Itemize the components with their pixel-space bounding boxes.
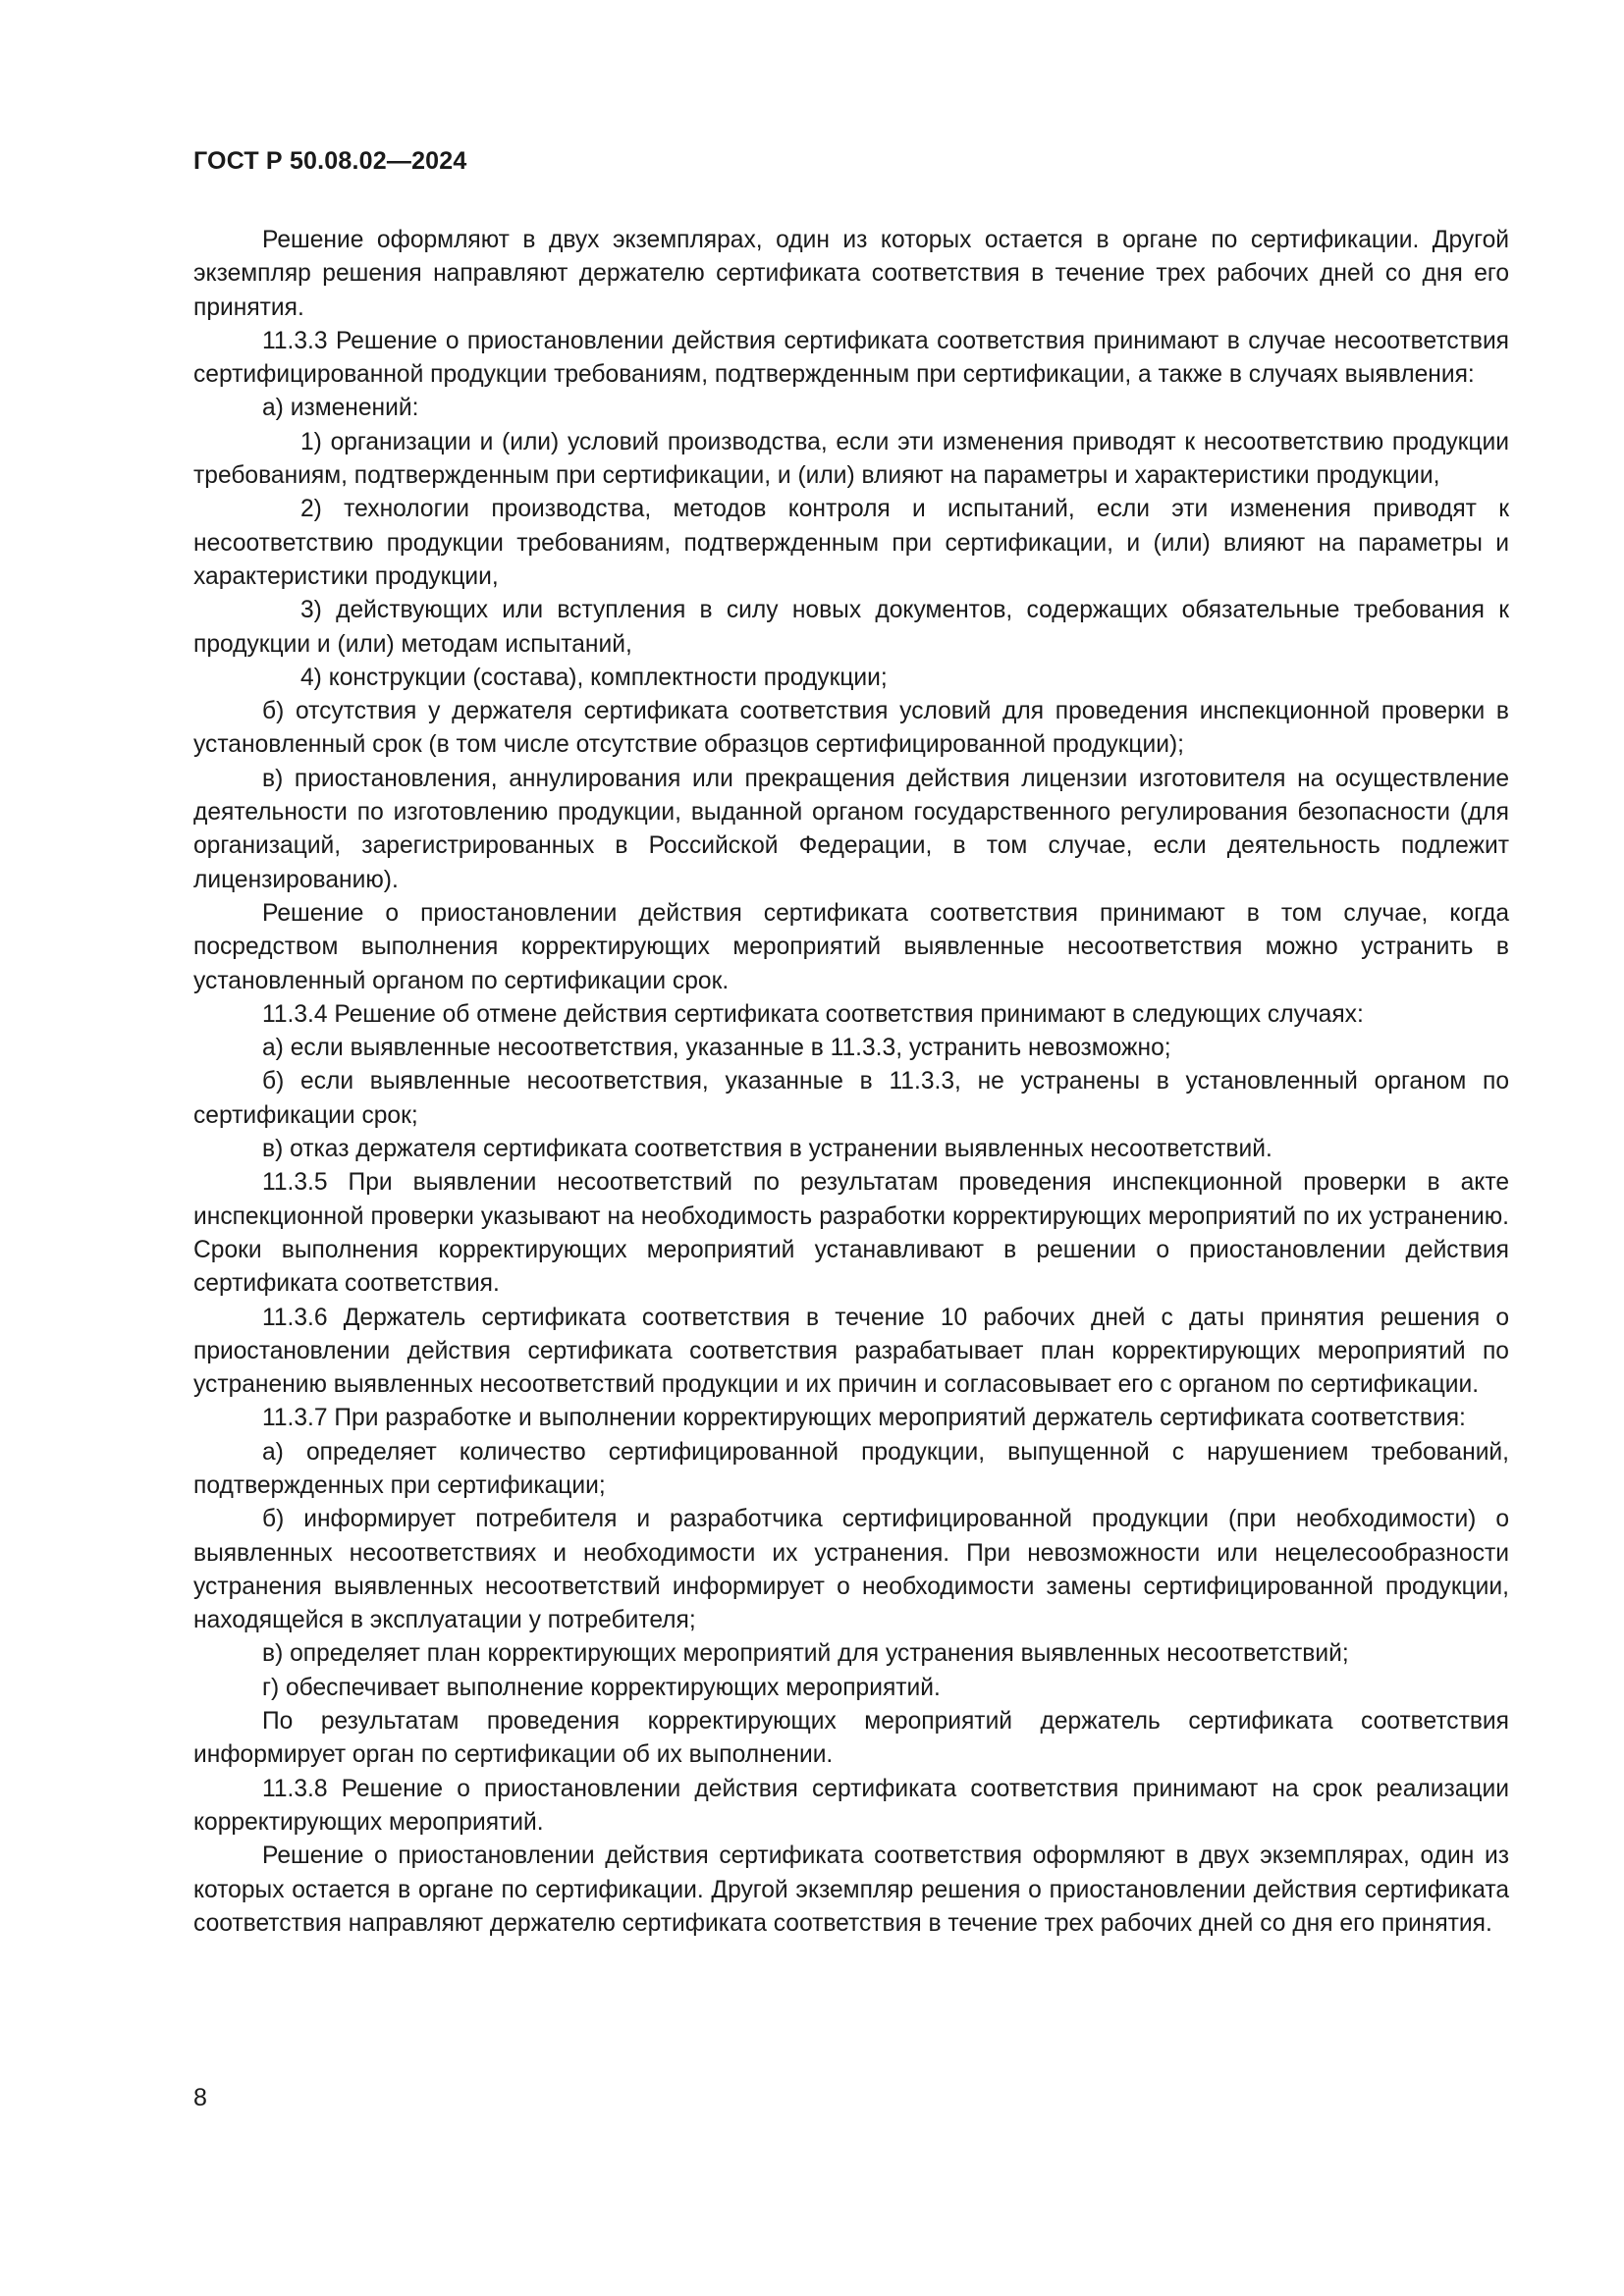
paragraph: Решение оформляют в двух экземплярах, один из которых остается в органе по сертификации. Другой экземпляр решения направляют держателю сертификата соответствия в течение трех рабочих дней со дня его принятия. [193, 227, 1509, 321]
list-item: а) если выявленные несоответствия, указанные в 11.3.3, устранить невозможно; [262, 1035, 1171, 1062]
paragraph: Решение о приостановлении действия сертификата соответствия оформляют в двух экземплярах, один из которых остается в органе по сертификации. Другой экземпляр решения о приостановлении действия сертификата соответствия направляют держателю сертификата соответствия в течение трех рабочих дней со дня его принятия. [193, 1842, 1509, 1937]
document-header: ГОСТ Р 50.08.02—2024 [193, 147, 467, 175]
list-item: в) отказ держателя сертификата соответствия в устранении выявленных несоответствий. [262, 1136, 1272, 1163]
list-item: а) определяет количество сертифицированной продукции, выпущенной с нарушением требований, подтвержденных при сертификации; [193, 1438, 1509, 1499]
paragraph: 11.3.4 Решение об отмене действия сертификата соответствия принимают в следующих случаях: [262, 1000, 1364, 1028]
paragraph: 11.3.6 Держатель сертификата соответствия в течение 10 рабочих дней с даты принятия решения о приостановлении действия сертификата соответствия разрабатывает план корректирующих мероприятий по устранению выявленных несоответствий продукции и их причин и согласовывает его с органом по сертификации. [193, 1304, 1509, 1399]
sub-list-item: 1) организации и (или) условий производства, если эти изменения приводят к несоответствию продукции требованиям, подтвержденным при сертификации, и (или) влияют на параметры и характеристики продукции, [193, 428, 1509, 490]
paragraph: 11.3.8 Решение о приостановлении действия сертификата соответствия принимают на срок реализации корректирующих мероприятий. [193, 1775, 1509, 1836]
sub-list-item: 2) технологии производства, методов контроля и испытаний, если эти изменения приводят к несоответствию продукции требованиям, подтвержденным при сертификации, и (или) влияют на параметры и характеристики продукции, [193, 496, 1509, 590]
paragraph: По результатам проведения корректирующих мероприятий держатель сертификата соответствия информирует орган по сертификации об их выполнении. [193, 1708, 1509, 1769]
page-number: 8 [193, 2084, 207, 2111]
list-item: в) определяет план корректирующих мероприятий для устранения выявленных несоответствий; [262, 1640, 1349, 1668]
list-item: б) если выявленные несоответствия, указанные в 11.3.3, не устранены в установленный органом по сертификации срок; [193, 1068, 1509, 1129]
paragraph: 11.3.7 При разработке и выполнении корректирующих мероприятий держатель сертификата соответствия: [262, 1405, 1466, 1432]
list-item: б) информирует потребителя и разработчика сертифицированной продукции (при необходимости) о выявленных несоответствиях и необходимости их устранения. При невозможности или нецелесообразности устранения выявленных несоответствий информирует о необходимости замены сертифицированной продукции, находящейся в эксплуатации у потребителя; [193, 1506, 1509, 1634]
sub-list-item: 3) действующих или вступления в силу новых документов, содержащих обязательные требования к продукции и (или) методам испытаний, [193, 597, 1509, 658]
list-item: в) приостановления, аннулирования или прекращения действия лицензии изготовителя на осуществление деятельности по изготовлению продукции, выданной органом государственного регулирования безопасности (для организаций, зарегистрированных в Российской Федерации, в том случае, если деятельность подлежит лицензированию). [193, 765, 1509, 893]
paragraph: 11.3.3 Решение о приостановлении действия сертификата соответствия принимают в случае несоответствия сертифицированной продукции требованиям, подтвержденным при сертификации, а также в случаях выявления: [193, 327, 1509, 389]
list-item: а) изменений: [262, 395, 419, 422]
paragraph: Решение о приостановлении действия сертификата соответствия принимают в том случае, когда посредством выполнения корректирующих мероприятий выявленные несоответствия можно устранить в установленный органом по сертификации срок. [193, 899, 1509, 994]
document-body [193, 224, 1509, 1941]
list-item: г) обеспечивает выполнение корректирующих мероприятий. [262, 1674, 941, 1701]
list-item: б) отсутствия у держателя сертификата соответствия условий для проведения инспекционной проверки в установленный срок (в том числе отсутствие образцов сертифицированной продукции); [193, 698, 1509, 759]
paragraph: 11.3.5 При выявлении несоответствий по результатам проведения инспекционной проверки в акте инспекционной проверки указывают на необходимость разработки корректирующих мероприятий по их устранению. Сроки выполнения корректирующих мероприятий устанавливают в решении о приостановлении действия сертификата соответствия. [193, 1169, 1509, 1298]
sub-list-item: 4) конструкции (состава), комплектности продукции; [300, 664, 888, 691]
